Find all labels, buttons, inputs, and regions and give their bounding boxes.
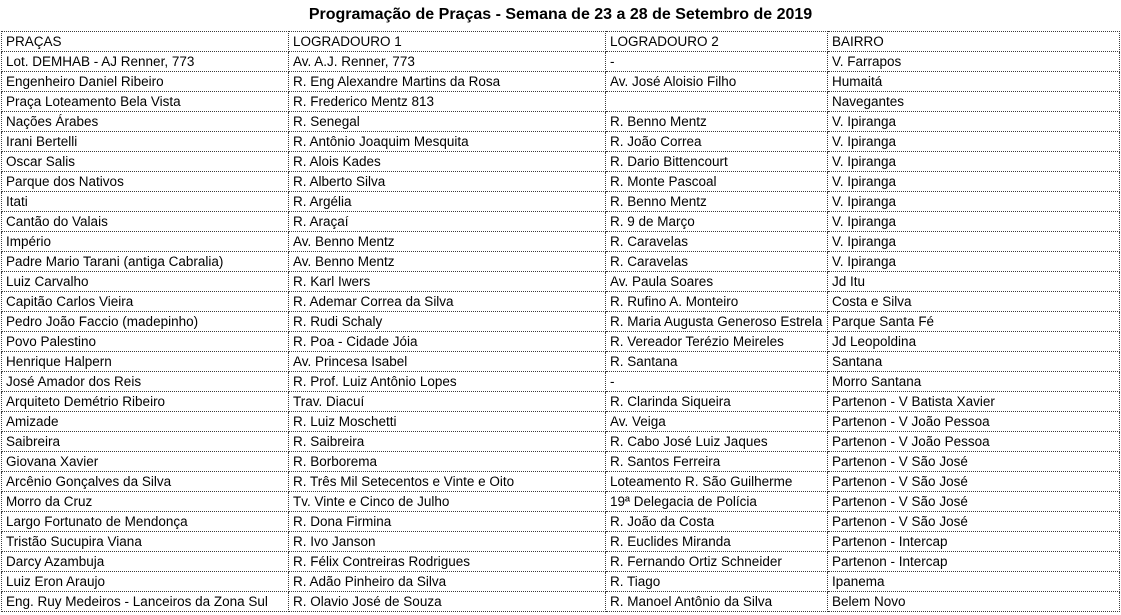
table-cell: Morro da Cruz — [2, 492, 289, 512]
table-cell: R. Olavio José de Souza — [289, 592, 606, 612]
table-cell: V. Ipiranga — [828, 132, 1120, 152]
table-row — [2, 592, 1120, 612]
table-cell: - — [606, 52, 828, 72]
table-cell: Belem Novo — [828, 592, 1120, 612]
table-cell: Pedro João Faccio (madepinho) — [2, 312, 289, 332]
table-row — [2, 72, 1120, 92]
table-cell: R. Tiago — [606, 572, 828, 592]
table-cell: Nações Árabes — [2, 112, 289, 132]
table-cell: Henrique Halpern — [2, 352, 289, 372]
table-cell: Av. Benno Mentz — [289, 252, 606, 272]
column-header-logradouro-2: LOGRADOURO 2 — [606, 32, 828, 52]
table-cell: Santana — [828, 352, 1120, 372]
table-cell: Partenon - V Batista Xavier — [828, 392, 1120, 412]
table-cell: R. Caravelas — [606, 252, 828, 272]
page-title: Programação de Praças - Semana de 23 a 28 de Setembro de 2019 — [308, 6, 813, 23]
table-cell: R. Karl Iwers — [289, 272, 606, 292]
table-row — [2, 172, 1120, 192]
table-cell: Amizade — [2, 412, 289, 432]
table-cell: R. Santos Ferreira — [606, 452, 828, 472]
column-header-pracas: PRAÇAS — [2, 32, 289, 52]
table-cell: R. Benno Mentz — [606, 192, 828, 212]
table-cell: Jd Leopoldina — [828, 332, 1120, 352]
table-cell: V. Farrapos — [828, 52, 1120, 72]
table-cell: Av. José Aloisio Filho — [606, 72, 828, 92]
table-row — [2, 392, 1120, 412]
table-cell: Av. Benno Mentz — [289, 232, 606, 252]
table-cell: V. Ipiranga — [828, 252, 1120, 272]
table-cell: Irani Bertelli — [2, 132, 289, 152]
table-cell: Partenon - V São José — [828, 492, 1120, 512]
table-cell: Av. Veiga — [606, 412, 828, 432]
table-cell: Saibreira — [2, 432, 289, 452]
table-cell — [606, 92, 828, 112]
table-cell: V. Ipiranga — [828, 192, 1120, 212]
table-cell: Arcênio Gonçalves da Silva — [2, 472, 289, 492]
table-row — [2, 572, 1120, 592]
table-cell: R. Frederico Mentz 813 — [289, 92, 606, 112]
table-cell: V. Ipiranga — [828, 152, 1120, 172]
table-cell: R. Manoel Antônio da Silva — [606, 592, 828, 612]
table-cell: Ipanema — [828, 572, 1120, 592]
table-cell: Humaitá — [828, 72, 1120, 92]
table-cell: Costa e Silva — [828, 292, 1120, 312]
table-cell: Luiz Eron Araujo — [2, 572, 289, 592]
table-row — [2, 312, 1120, 332]
table-cell: R. Saibreira — [289, 432, 606, 452]
table-cell: Padre Mario Tarani (antiga Cabralia) — [2, 252, 289, 272]
table-row — [2, 432, 1120, 452]
table-cell: R. Luiz Moschetti — [289, 412, 606, 432]
table-cell: R. Dona Firmina — [289, 512, 606, 532]
table-cell: Tv. Vinte e Cinco de Julho — [289, 492, 606, 512]
table-cell: V. Ipiranga — [828, 212, 1120, 232]
table-cell: Luiz Carvalho — [2, 272, 289, 292]
table-cell: R. João da Costa — [606, 512, 828, 532]
table-cell: R. 9 de Março — [606, 212, 828, 232]
table-cell: R. Rufino A. Monteiro — [606, 292, 828, 312]
table-cell: R. Araçaí — [289, 212, 606, 232]
table-cell: R. Alberto Silva — [289, 172, 606, 192]
table-row — [2, 152, 1120, 172]
table-cell: Morro Santana — [828, 372, 1120, 392]
table-row — [2, 92, 1120, 112]
table-body — [2, 52, 1120, 612]
table-cell: V. Ipiranga — [828, 112, 1120, 132]
table-cell: R. Maria Augusta Generoso Estrela — [606, 312, 828, 332]
table-cell: Partenon - V João Pessoa — [828, 432, 1120, 452]
table-row — [2, 212, 1120, 232]
table-row — [2, 52, 1120, 72]
table-cell: Av. Paula Soares — [606, 272, 828, 292]
table-cell: Partenon - V São José — [828, 472, 1120, 492]
table-cell: Oscar Salis — [2, 152, 289, 172]
table-cell: Av. Princesa Isabel — [289, 352, 606, 372]
table-cell: - — [606, 372, 828, 392]
table-cell: R. Clarinda Siqueira — [606, 392, 828, 412]
table-cell: V. Ipiranga — [828, 172, 1120, 192]
table-cell: Partenon - Intercap — [828, 532, 1120, 552]
table-row — [2, 332, 1120, 352]
table-cell: R. Argélia — [289, 192, 606, 212]
table-row — [2, 452, 1120, 472]
table-cell: Lot. DEMHAB - AJ Renner, 773 — [2, 52, 289, 72]
column-header-logradouro-1: LOGRADOURO 1 — [289, 32, 606, 52]
table-row — [2, 372, 1120, 392]
table-cell: Navegantes — [828, 92, 1120, 112]
pracas-schedule-table — [1, 31, 1120, 612]
table-row — [2, 292, 1120, 312]
table-cell: R. Santana — [606, 352, 828, 372]
table-cell: R. Senegal — [289, 112, 606, 132]
table-row — [2, 532, 1120, 552]
table-row — [2, 552, 1120, 572]
table-cell: R. Cabo José Luiz Jaques — [606, 432, 828, 452]
table-cell: R. Monte Pascoal — [606, 172, 828, 192]
table-cell: R. Três Mil Setecentos e Vinte e Oito — [289, 472, 606, 492]
table-cell: R. Eng Alexandre Martins da Rosa — [289, 72, 606, 92]
table-cell: Engenheiro Daniel Ribeiro — [2, 72, 289, 92]
table-cell: Av. A.J. Renner, 773 — [289, 52, 606, 72]
table-cell: Partenon - V São José — [828, 452, 1120, 472]
table-cell: R. Alois Kades — [289, 152, 606, 172]
table-cell: Trav. Diacuí — [289, 392, 606, 412]
table-cell: R. Ivo Janson — [289, 532, 606, 552]
table-cell: Partenon - Intercap — [828, 552, 1120, 572]
table-cell: Loteamento R. São Guilherme — [606, 472, 828, 492]
table-cell: R. Poa - Cidade Jóia — [289, 332, 606, 352]
table-cell: R. Vereador Terézio Meireles — [606, 332, 828, 352]
table-cell: R. Benno Mentz — [606, 112, 828, 132]
table-row — [2, 352, 1120, 372]
table-cell: Darcy Azambuja — [2, 552, 289, 572]
table-cell: R. Prof. Luiz Antônio Lopes — [289, 372, 606, 392]
table-row — [2, 412, 1120, 432]
table-cell: Giovana Xavier — [2, 452, 289, 472]
table-cell: Parque Santa Fé — [828, 312, 1120, 332]
table-row — [2, 272, 1120, 292]
table-cell: Partenon - V São José — [828, 512, 1120, 532]
table-cell: R. Félix Contreiras Rodrigues — [289, 552, 606, 572]
table-row — [2, 132, 1120, 152]
table-cell: Cantão do Valais — [2, 212, 289, 232]
table-cell: R. Borborema — [289, 452, 606, 472]
table-cell: Arquiteto Demétrio Ribeiro — [2, 392, 289, 412]
table-row — [2, 252, 1120, 272]
table-cell: R. Caravelas — [606, 232, 828, 252]
table-cell: Parque dos Nativos — [2, 172, 289, 192]
table-cell: Partenon - V João Pessoa — [828, 412, 1120, 432]
table-cell: R. Rudi Schaly — [289, 312, 606, 332]
table-cell: 19ª Delegacia de Polícia — [606, 492, 828, 512]
table-row — [2, 192, 1120, 212]
table-row — [2, 492, 1120, 512]
table-cell: Império — [2, 232, 289, 252]
table-cell: Tristão Sucupira Viana — [2, 532, 289, 552]
table-cell: V. Ipiranga — [828, 232, 1120, 252]
table-cell: R. Adão Pinheiro da Silva — [289, 572, 606, 592]
table-row — [2, 232, 1120, 252]
table-row — [2, 112, 1120, 132]
table-cell: R. João Correa — [606, 132, 828, 152]
table-cell: Eng. Ruy Medeiros - Lanceiros da Zona Sul — [2, 592, 289, 612]
table-cell: Praça Loteamento Bela Vista — [2, 92, 289, 112]
table-row — [2, 472, 1120, 492]
table-row — [2, 512, 1120, 532]
table-cell: R. Dario Bittencourt — [606, 152, 828, 172]
table-header-row — [2, 32, 1120, 52]
column-header-bairro: BAIRRO — [828, 32, 1120, 52]
table-cell: R. Fernando Ortiz Schneider — [606, 552, 828, 572]
table-cell: R. Ademar Correa da Silva — [289, 292, 606, 312]
table-cell: Largo Fortunato de Mendonça — [2, 512, 289, 532]
table-cell: R. Euclides Miranda — [606, 532, 828, 552]
table-cell: Jd Itu — [828, 272, 1120, 292]
table-cell: Capitão Carlos Vieira — [2, 292, 289, 312]
table-cell: José Amador dos Reis — [2, 372, 289, 392]
table-cell: R. Antônio Joaquim Mesquita — [289, 132, 606, 152]
table-cell: Povo Palestino — [2, 332, 289, 352]
table-cell: Itati — [2, 192, 289, 212]
